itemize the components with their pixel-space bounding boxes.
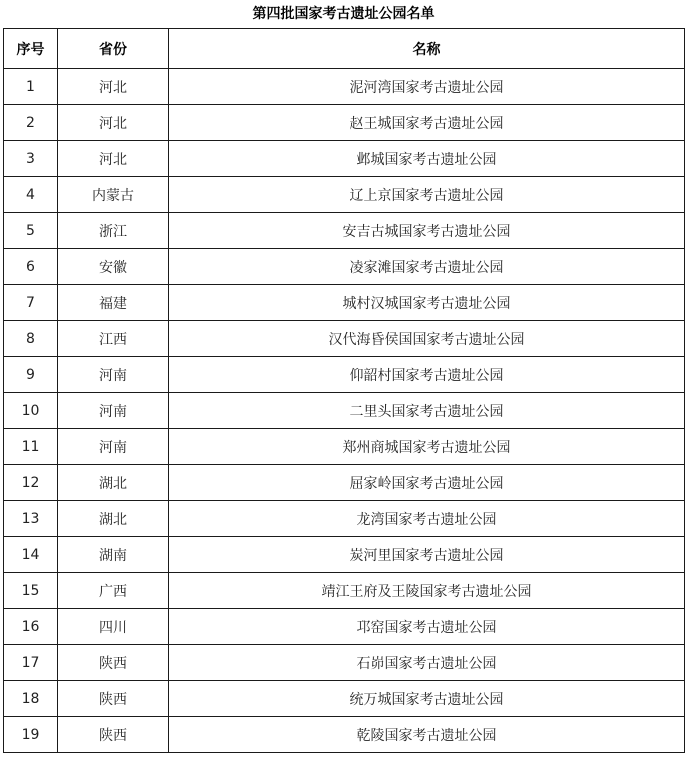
- table-row: [4, 357, 685, 393]
- row-name: 炭河里国家考古遗址公园: [169, 537, 685, 573]
- row-province: 河南: [58, 357, 169, 393]
- row-number: 4: [4, 177, 58, 213]
- table-row: [4, 573, 685, 609]
- row-number: 19: [4, 717, 58, 753]
- row-province: 湖北: [58, 465, 169, 501]
- row-number: 1: [4, 69, 58, 105]
- table-row: [4, 213, 685, 249]
- park-list-table: [3, 28, 685, 753]
- row-province: 陕西: [58, 717, 169, 753]
- table-row: [4, 393, 685, 429]
- table-row: [4, 249, 685, 285]
- table-row: [4, 501, 685, 537]
- row-name: 石峁国家考古遗址公园: [169, 645, 685, 681]
- row-number: 16: [4, 609, 58, 645]
- row-province: 河北: [58, 105, 169, 141]
- row-province: 四川: [58, 609, 169, 645]
- table-row: [4, 285, 685, 321]
- row-number: 13: [4, 501, 58, 537]
- row-province: 福建: [58, 285, 169, 321]
- row-name: 郑州商城国家考古遗址公园: [169, 429, 685, 465]
- row-province: 内蒙古: [58, 177, 169, 213]
- row-name: 泥河湾国家考古遗址公园: [169, 69, 685, 105]
- table-row: [4, 537, 685, 573]
- row-name: 二里头国家考古遗址公园: [169, 393, 685, 429]
- row-number: 18: [4, 681, 58, 717]
- row-province: 湖北: [58, 501, 169, 537]
- row-name: 凌家滩国家考古遗址公园: [169, 249, 685, 285]
- row-number: 8: [4, 321, 58, 357]
- row-name: 仰韶村国家考古遗址公园: [169, 357, 685, 393]
- row-number: 7: [4, 285, 58, 321]
- row-name: 乾陵国家考古遗址公园: [169, 717, 685, 753]
- row-name: 安吉古城国家考古遗址公园: [169, 213, 685, 249]
- row-number: 5: [4, 213, 58, 249]
- header-number: 序号: [4, 29, 58, 69]
- row-name: 辽上京国家考古遗址公园: [169, 177, 685, 213]
- document-title: 第四批国家考古遗址公园名单: [252, 6, 435, 22]
- row-number: 6: [4, 249, 58, 285]
- row-province: 浙江: [58, 213, 169, 249]
- row-name: 屈家岭国家考古遗址公园: [169, 465, 685, 501]
- row-province: 江西: [58, 321, 169, 357]
- row-province: 河北: [58, 69, 169, 105]
- row-name: 邛窑国家考古遗址公园: [169, 609, 685, 645]
- row-number: 17: [4, 645, 58, 681]
- row-province: 陕西: [58, 645, 169, 681]
- row-number: 11: [4, 429, 58, 465]
- row-province: 湖南: [58, 537, 169, 573]
- row-province: 河南: [58, 393, 169, 429]
- table-row: [4, 465, 685, 501]
- table-row: [4, 429, 685, 465]
- row-number: 3: [4, 141, 58, 177]
- row-number: 15: [4, 573, 58, 609]
- table-header-row: [4, 29, 685, 69]
- table-row: [4, 681, 685, 717]
- row-number: 14: [4, 537, 58, 573]
- table-row: [4, 69, 685, 105]
- table-row: [4, 321, 685, 357]
- row-name: 赵王城国家考古遗址公园: [169, 105, 685, 141]
- table-row: [4, 141, 685, 177]
- table-row: [4, 105, 685, 141]
- row-province: 安徽: [58, 249, 169, 285]
- table-row: [4, 609, 685, 645]
- row-name: 龙湾国家考古遗址公园: [169, 501, 685, 537]
- row-name: 邺城国家考古遗址公园: [169, 141, 685, 177]
- row-province: 河北: [58, 141, 169, 177]
- row-number: 12: [4, 465, 58, 501]
- row-name: 汉代海昏侯国国家考古遗址公园: [169, 321, 685, 357]
- header-name: 名称: [169, 29, 685, 69]
- row-number: 10: [4, 393, 58, 429]
- row-name: 统万城国家考古遗址公园: [169, 681, 685, 717]
- table-row: [4, 645, 685, 681]
- row-number: 2: [4, 105, 58, 141]
- table-row: [4, 177, 685, 213]
- header-province: 省份: [58, 29, 169, 69]
- table-row: [4, 717, 685, 753]
- row-province: 河南: [58, 429, 169, 465]
- row-name: 城村汉城国家考古遗址公园: [169, 285, 685, 321]
- row-number: 9: [4, 357, 58, 393]
- row-province: 陕西: [58, 681, 169, 717]
- row-province: 广西: [58, 573, 169, 609]
- row-name: 靖江王府及王陵国家考古遗址公园: [169, 573, 685, 609]
